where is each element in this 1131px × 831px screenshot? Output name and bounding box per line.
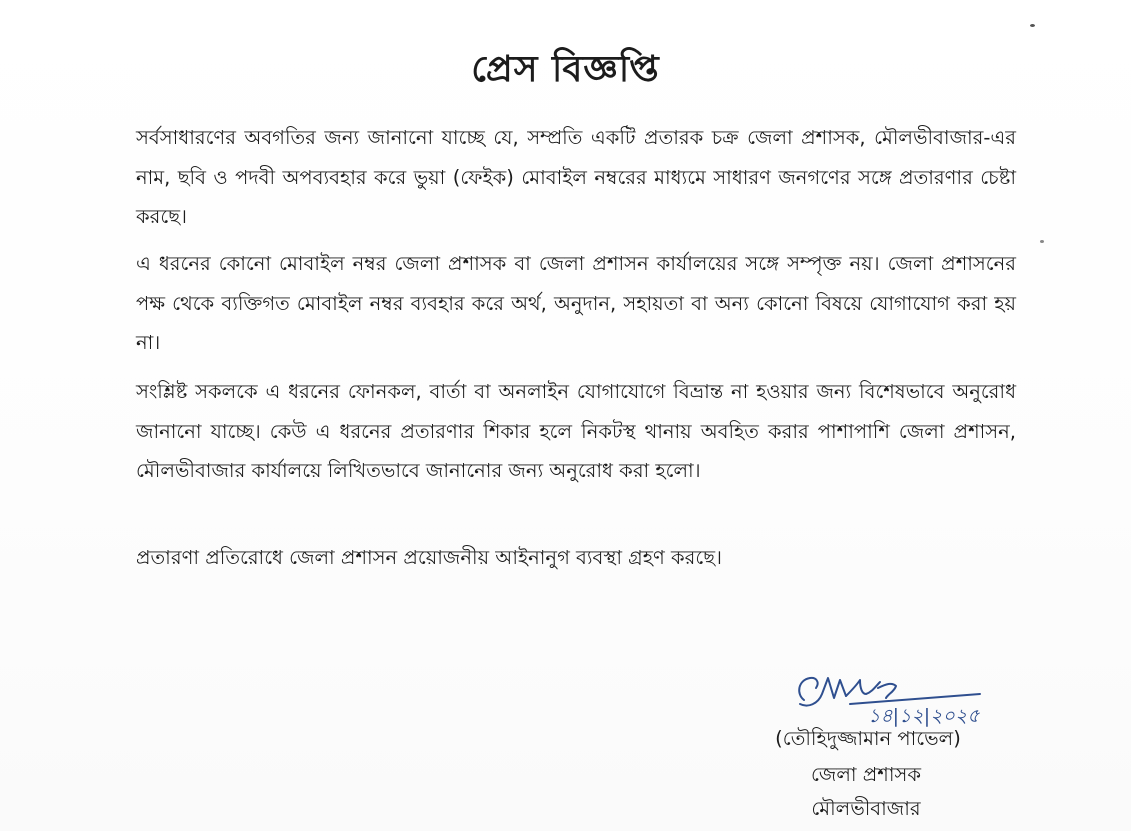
signature-block — [700, 660, 1030, 830]
paragraph-2: এ ধরনের কোনো মোবাইল নম্বর জেলা প্রশাসক বা জেলা প্রশাসন কার্যালয়ের সঙ্গে সম্পৃক্ত নয়। জেলা প্রশাসনের পক্ষ থেকে ব্যক্তিগত মোবাইল নম্বর ব্যবহার করে অর্থ, অনুদান, সহায়তা বা অন্য কোনো বিষয়ে যোগাযোগ করা হয় না। — [136, 252, 1016, 354]
signer-name: (তৌহিদুজ্জামান পাভেল) — [775, 727, 961, 750]
paragraph-4: প্রতারণা প্রতিরোধে জেলা প্রশাসন প্রয়োজনীয় আইনানুগ ব্যবস্থা গ্রহণ করছে। — [136, 546, 723, 569]
scan-speck — [1040, 240, 1044, 243]
signature-strokes — [799, 678, 980, 706]
scan-speck — [1030, 24, 1035, 27]
signer-designation: জেলা প্রশাসক — [810, 763, 921, 786]
paragraph-3: সংশ্লিষ্ট সকলকে এ ধরনের ফোনকল, বার্তা বা অনলাইন যোগাযোগে বিভ্রান্ত না হওয়ার জন্য বিশেষভাবে অনুরোধ জানানো যাচ্ছে। কেউ এ ধরনের প্রতারণার শিকার হলে নিকটস্থ থানায় অবহিত করার পাশাপাশি জেলা প্রশাসন, মৌলভীবাজার কার্যালয়ে লিখিতভাবে জানানোর জন্য অনুরোধ করা হলো। — [136, 380, 1016, 482]
paragraph-1: সর্বসাধারণের অবগতির জন্য জানানো যাচ্ছে যে, সম্প্রতি একটি প্রতারক চক্র জেলা প্রশাসক, মৌলভীবাজার-এর নাম, ছবি ও পদবী অপব্যবহার করে ভুয়া (ফেইক) মোবাইল নম্বরের মাধ্যমে সাধারণ জনগণের সঙ্গে প্রতারণার চেষ্টা করছে। — [136, 126, 1016, 228]
signer-location: মৌলভীবাজার — [811, 797, 921, 820]
handwritten-date: ১৪|১২|২০২৫ — [868, 705, 980, 727]
document-title: প্রেস বিজ্ঞপ্তি — [471, 49, 660, 90]
